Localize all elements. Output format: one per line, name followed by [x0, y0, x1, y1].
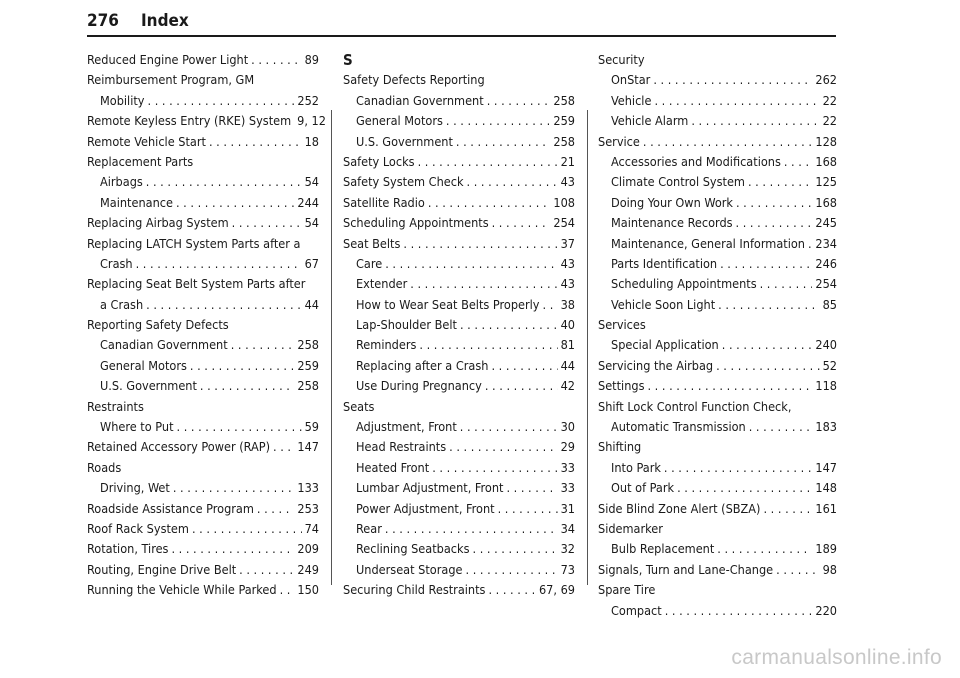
- entry-text: Power Adjustment, Front: [356, 500, 495, 516]
- entry-text: Heated Front: [356, 459, 430, 475]
- index-entry: [343, 152, 575, 172]
- dot-leader: [432, 458, 557, 478]
- index-entry: Sidemarker: [598, 520, 663, 536]
- index-entry: [343, 234, 575, 254]
- dot-leader: [467, 172, 558, 192]
- entry-page: 118: [815, 378, 837, 394]
- entry-page: 18: [304, 133, 319, 149]
- entry-text: Lumbar Adjustment, Front: [356, 480, 504, 496]
- entry-text: Use During Pregnancy: [356, 378, 482, 394]
- index-entry: [87, 50, 319, 70]
- index-subentry: [343, 560, 575, 580]
- entry-text: Running the Vehicle While Parked: [87, 582, 277, 598]
- index-subentry: [87, 295, 319, 315]
- dot-leader: [718, 295, 819, 315]
- dot-leader: [239, 560, 294, 580]
- index-subentry: [598, 478, 837, 498]
- index-entry: Roads: [87, 459, 122, 475]
- dot-leader: [456, 132, 550, 152]
- entry-text: How to Wear Seat Belts Properly: [356, 296, 540, 312]
- entry-page: 168: [815, 194, 837, 210]
- index-subentry: [87, 172, 319, 192]
- dot-leader: [498, 499, 558, 519]
- entry-text: Scheduling Appointments: [343, 215, 489, 231]
- entry-page: 44: [560, 357, 575, 373]
- dot-leader: [654, 91, 819, 111]
- dot-leader: [485, 376, 558, 396]
- index-entry: Shifting: [598, 439, 642, 455]
- entry-page: 59: [304, 419, 319, 435]
- entry-text: Reduced Engine Power Light: [87, 52, 249, 67]
- entry-text: Where to Put: [100, 419, 174, 435]
- dot-leader: [136, 254, 302, 274]
- dot-leader: [776, 560, 819, 580]
- entry-text: Lap-Shoulder Belt: [356, 317, 457, 333]
- index-subentry: [598, 254, 837, 274]
- entry-page: 73: [560, 561, 575, 577]
- entry-page: 258: [297, 337, 319, 353]
- index-subentry: [598, 213, 837, 233]
- entry-page: 183: [815, 419, 837, 435]
- dot-leader: [148, 91, 295, 111]
- entry-text: Extender: [356, 276, 408, 292]
- index-subentry: [343, 111, 575, 131]
- entry-text: Vehicle Soon Light: [611, 296, 716, 312]
- entry-page: 254: [815, 276, 837, 292]
- dot-leader: [200, 376, 294, 396]
- index-subentry: [343, 274, 575, 294]
- index-entry: [598, 132, 837, 152]
- entry-page: 33: [560, 480, 575, 496]
- entry-page: 43: [560, 255, 575, 271]
- index-subentry: [598, 193, 837, 213]
- index-subentry: [343, 539, 575, 559]
- entry-text: Rotation, Tires: [87, 541, 169, 557]
- entry-text: Vehicle: [611, 92, 652, 108]
- entry-page: 148: [815, 480, 837, 496]
- index-entry: [598, 376, 837, 396]
- dot-leader: [273, 437, 294, 457]
- entry-page: 253: [297, 500, 319, 516]
- dot-leader: [492, 213, 551, 233]
- index-entry: Seats: [343, 398, 375, 414]
- entry-text: Remote Vehicle Start: [87, 133, 206, 149]
- entry-page: 161: [815, 500, 837, 516]
- entry-text: General Motors: [100, 357, 187, 373]
- entry-page: 34: [560, 520, 575, 536]
- entry-text: General Motors: [356, 113, 443, 129]
- dot-leader: [231, 335, 295, 355]
- index-subentry: [598, 70, 837, 90]
- entry-text: Underseat Storage: [356, 561, 463, 577]
- header-rule: [87, 35, 836, 37]
- column-divider: [587, 110, 588, 585]
- entry-text: Rear: [356, 520, 382, 536]
- index-subentry: [343, 254, 575, 274]
- entry-text: Reclining Seatbacks: [356, 541, 470, 557]
- entry-page: 21: [560, 153, 575, 169]
- entry-text: Scheduling Appointments: [611, 276, 757, 292]
- index-entry: [87, 560, 319, 580]
- entry-text: Seat Belts: [343, 235, 401, 251]
- entry-page: 29: [560, 439, 575, 455]
- entry-text: Canadian Government: [100, 337, 228, 353]
- index-subentry: [343, 91, 575, 111]
- entry-text: Doing Your Own Work: [611, 194, 733, 210]
- entry-page: 259: [553, 113, 575, 129]
- index-entry: Replacing Seat Belt System Parts after: [87, 276, 306, 292]
- dot-leader: [466, 560, 558, 580]
- entry-text: Maintenance Records: [611, 215, 733, 231]
- dot-leader: [664, 458, 812, 478]
- dot-leader: [280, 580, 295, 600]
- entry-text: Service: [598, 133, 640, 149]
- page-header: [87, 6, 837, 36]
- dot-leader: [192, 519, 302, 539]
- dot-leader: [190, 356, 294, 376]
- dot-leader: [717, 539, 812, 559]
- index-subentry: [343, 315, 575, 335]
- index-subentry: [343, 335, 575, 355]
- dot-leader: [257, 499, 294, 519]
- index-entry: [343, 580, 575, 600]
- entry-page: 22: [822, 92, 837, 108]
- dot-leader: [653, 70, 812, 90]
- index-subentry: [598, 152, 837, 172]
- dot-leader: [748, 172, 812, 192]
- entry-text: Parts Identification: [611, 255, 718, 271]
- dot-leader: [251, 50, 301, 70]
- dot-leader: [543, 295, 558, 315]
- entry-text: Safety Locks: [343, 153, 415, 169]
- index-entry: Reimbursement Program, GM: [87, 72, 255, 88]
- entry-text: Safety System Check: [343, 174, 464, 190]
- entry-text: Maintenance: [100, 194, 173, 210]
- entry-text: Accessories and Modifications: [611, 153, 781, 169]
- entry-text: Head Restraints: [356, 439, 447, 455]
- index-entry: [87, 539, 319, 559]
- entry-text: Compact: [611, 602, 662, 618]
- entry-page: 252: [297, 92, 319, 108]
- entry-text: Side Blind Zone Alert (SBZA): [598, 500, 761, 516]
- dot-leader: [691, 111, 819, 131]
- entry-page: 38: [560, 296, 575, 312]
- index-subentry: [343, 478, 575, 498]
- entry-text: Retained Accessory Power (RAP): [87, 439, 270, 455]
- index-subentry: [343, 458, 575, 478]
- entry-page: 54: [304, 174, 319, 190]
- entry-text: Automatic Transmission: [611, 419, 746, 435]
- entry-page: 189: [815, 541, 837, 557]
- entry-page: 240: [815, 337, 837, 353]
- entry-page: 244: [297, 194, 319, 210]
- entry-text: Maintenance, General Information: [611, 235, 805, 251]
- dot-leader: [677, 478, 812, 498]
- entry-text: Bulb Replacement: [611, 541, 715, 557]
- index-subentry: [343, 132, 575, 152]
- entry-page: 128: [815, 133, 837, 149]
- index-entry: [87, 111, 326, 131]
- entry-text: Crash: [100, 255, 133, 271]
- dot-leader: [720, 254, 812, 274]
- index-entry: [87, 499, 319, 519]
- entry-page: 33: [560, 459, 575, 475]
- index-entry: [87, 580, 319, 600]
- entry-page: 85: [822, 296, 837, 312]
- index-entry: Shift Lock Control Function Check,: [598, 398, 792, 414]
- entry-page: 31: [560, 500, 575, 516]
- dot-leader: [736, 193, 812, 213]
- entry-page: 249: [297, 561, 319, 577]
- entry-text: Satellite Radio: [343, 194, 425, 210]
- index-subentry: [87, 417, 319, 437]
- entry-text: U.S. Government: [100, 378, 197, 394]
- index-subentry: [87, 478, 319, 498]
- page-title: Index: [141, 11, 189, 31]
- index-entry: Security: [598, 52, 645, 67]
- entry-text: U.S. Government: [356, 133, 453, 149]
- dot-leader: [784, 152, 813, 172]
- dot-leader: [491, 356, 557, 376]
- entry-page: 234: [815, 235, 837, 251]
- dot-leader: [385, 254, 557, 274]
- index-subentry: [87, 91, 319, 111]
- entry-page: 98: [822, 561, 837, 577]
- dot-leader: [736, 213, 813, 233]
- index-subentry: [598, 234, 837, 254]
- entry-text: Vehicle Alarm: [611, 113, 689, 129]
- dot-leader: [808, 234, 812, 254]
- entry-page: 54: [304, 215, 319, 231]
- entry-page: 81: [560, 337, 575, 353]
- index-entry: [343, 213, 575, 233]
- entry-text: Climate Control System: [611, 174, 745, 190]
- entry-page: 43: [560, 174, 575, 190]
- entry-page: 133: [297, 480, 319, 496]
- entry-page: 220: [815, 602, 837, 618]
- dot-leader: [232, 213, 302, 233]
- entry-page: 254: [553, 215, 575, 231]
- entry-page: 150: [297, 582, 319, 598]
- index-entry: [87, 132, 319, 152]
- index-subentry: [87, 356, 319, 376]
- index-entry: Safety Defects Reporting: [343, 72, 485, 88]
- dot-leader: [763, 499, 812, 519]
- entry-text: Reminders: [356, 337, 417, 353]
- index-entry: [598, 356, 837, 376]
- index-subentry: [598, 601, 837, 621]
- dot-leader: [460, 315, 558, 335]
- entry-page: 258: [553, 92, 575, 108]
- entry-text: Roof Rack System: [87, 520, 189, 536]
- dot-leader: [428, 193, 551, 213]
- entry-text: Adjustment, Front: [356, 419, 457, 435]
- index-subentry: [343, 295, 575, 315]
- index-column-3: [598, 50, 837, 621]
- index-entry: Restraints: [87, 398, 144, 414]
- dot-leader: [722, 335, 813, 355]
- dot-leader: [665, 601, 813, 621]
- entry-text: Out of Park: [611, 480, 675, 496]
- entry-page: 246: [815, 255, 837, 271]
- entry-page: 262: [815, 72, 837, 88]
- index-subentry: [343, 417, 575, 437]
- index-subentry: [343, 519, 575, 539]
- entry-page: 40: [560, 317, 575, 333]
- entry-text: Airbags: [100, 174, 143, 190]
- index-entry: [598, 560, 837, 580]
- entry-page: 259: [297, 357, 319, 373]
- entry-page: 258: [297, 378, 319, 394]
- entry-page: 67: [304, 255, 319, 271]
- entry-text: Settings: [598, 378, 645, 394]
- index-entry: Spare Tire: [598, 582, 656, 598]
- entry-page: 30: [560, 419, 575, 435]
- index-subentry: [87, 335, 319, 355]
- index-subentry: [598, 295, 837, 315]
- index-subentry: [343, 499, 575, 519]
- index-entry: Reporting Safety Defects: [87, 317, 229, 333]
- dot-leader: [449, 437, 557, 457]
- entry-page: 42: [560, 378, 575, 394]
- dot-leader: [173, 478, 295, 498]
- entry-page: 147: [297, 439, 319, 455]
- index-entry: [343, 193, 575, 213]
- page-number: 276: [87, 11, 119, 31]
- watermark-text: carmanualsonline.info: [731, 646, 942, 669]
- dot-leader: [403, 234, 557, 254]
- index-subentry: [343, 376, 575, 396]
- entry-page: 32: [560, 541, 575, 557]
- index-subentry: [87, 193, 319, 213]
- entry-text: Replacing Airbag System: [87, 215, 229, 231]
- entry-text: Mobility: [100, 92, 145, 108]
- index-subentry: [598, 335, 837, 355]
- dot-leader: [760, 274, 813, 294]
- dot-leader: [385, 519, 558, 539]
- entry-text: a Crash: [100, 296, 144, 312]
- dot-leader: [488, 580, 536, 600]
- entry-page: 67, 69: [538, 582, 575, 598]
- entry-text: Care: [356, 255, 383, 271]
- entry-page: 37: [560, 235, 575, 251]
- dot-leader: [410, 274, 557, 294]
- entry-page: 168: [815, 153, 837, 169]
- index-entry: Replacement Parts: [87, 153, 194, 169]
- index-subentry: [598, 91, 837, 111]
- entry-text: OnStar: [611, 72, 651, 88]
- dot-leader: [176, 193, 294, 213]
- dot-leader: [177, 417, 302, 437]
- index-entry: Services: [598, 317, 646, 333]
- index-subentry: [598, 539, 837, 559]
- index-subentry: [598, 417, 837, 437]
- dot-leader: [460, 417, 558, 437]
- index-subentry: [598, 111, 837, 131]
- index-column-1: [87, 50, 326, 601]
- dot-leader: [209, 132, 302, 152]
- entry-text: Into Park: [611, 459, 661, 475]
- index-column-2: [343, 50, 575, 601]
- entry-text: Servicing the Airbag: [598, 357, 714, 373]
- index-subentry: [87, 254, 319, 274]
- dot-leader: [419, 335, 557, 355]
- column-divider: [331, 110, 332, 585]
- index-subentry: [343, 356, 575, 376]
- section-letter: S: [343, 51, 353, 69]
- entry-text: Special Application: [611, 337, 719, 353]
- entry-page: 147: [815, 459, 837, 475]
- dot-leader: [171, 539, 294, 559]
- dot-leader: [487, 91, 551, 111]
- index-subentry: [87, 376, 319, 396]
- index-entry: [87, 437, 319, 457]
- index-subentry: [598, 458, 837, 478]
- entry-page: 89: [304, 52, 319, 67]
- entry-text: Roadside Assistance Program: [87, 500, 254, 516]
- dot-leader: [643, 132, 812, 152]
- dot-leader: [749, 417, 813, 437]
- entry-page: 44: [304, 296, 319, 312]
- entry-text: Securing Child Restraints: [343, 582, 486, 598]
- entry-page: 245: [815, 215, 837, 231]
- index-entry: [598, 499, 837, 519]
- entry-page: 9, 12: [297, 113, 326, 129]
- dot-leader: [647, 376, 812, 396]
- index-subentry: [343, 437, 575, 457]
- index-subentry: [598, 172, 837, 192]
- index-entry: Replacing LATCH System Parts after a: [87, 235, 301, 251]
- entry-page: 43: [560, 276, 575, 292]
- index-entry: [87, 519, 319, 539]
- entry-text: Canadian Government: [356, 92, 484, 108]
- index-entry: [343, 172, 575, 192]
- entry-page: 74: [304, 520, 319, 536]
- dot-leader: [146, 295, 301, 315]
- entry-page: 209: [297, 541, 319, 557]
- dot-leader: [506, 478, 557, 498]
- dot-leader: [146, 172, 302, 192]
- entry-text: Routing, Engine Drive Belt: [87, 561, 237, 577]
- index-subentry: [598, 274, 837, 294]
- entry-text: Driving, Wet: [100, 480, 170, 496]
- dot-leader: [446, 111, 550, 131]
- index-entry: [87, 213, 319, 233]
- entry-text: Replacing after a Crash: [356, 357, 489, 373]
- entry-text: Signals, Turn and Lane-Change: [598, 561, 774, 577]
- dot-leader: [418, 152, 558, 172]
- entry-page: 52: [822, 357, 837, 373]
- entry-page: 125: [815, 174, 837, 190]
- entry-page: 22: [822, 113, 837, 129]
- entry-page: 108: [553, 194, 575, 210]
- dot-leader: [473, 539, 558, 559]
- entry-page: 258: [553, 133, 575, 149]
- dot-leader: [716, 356, 819, 376]
- entry-text: Remote Keyless Entry (RKE) System: [87, 113, 292, 129]
